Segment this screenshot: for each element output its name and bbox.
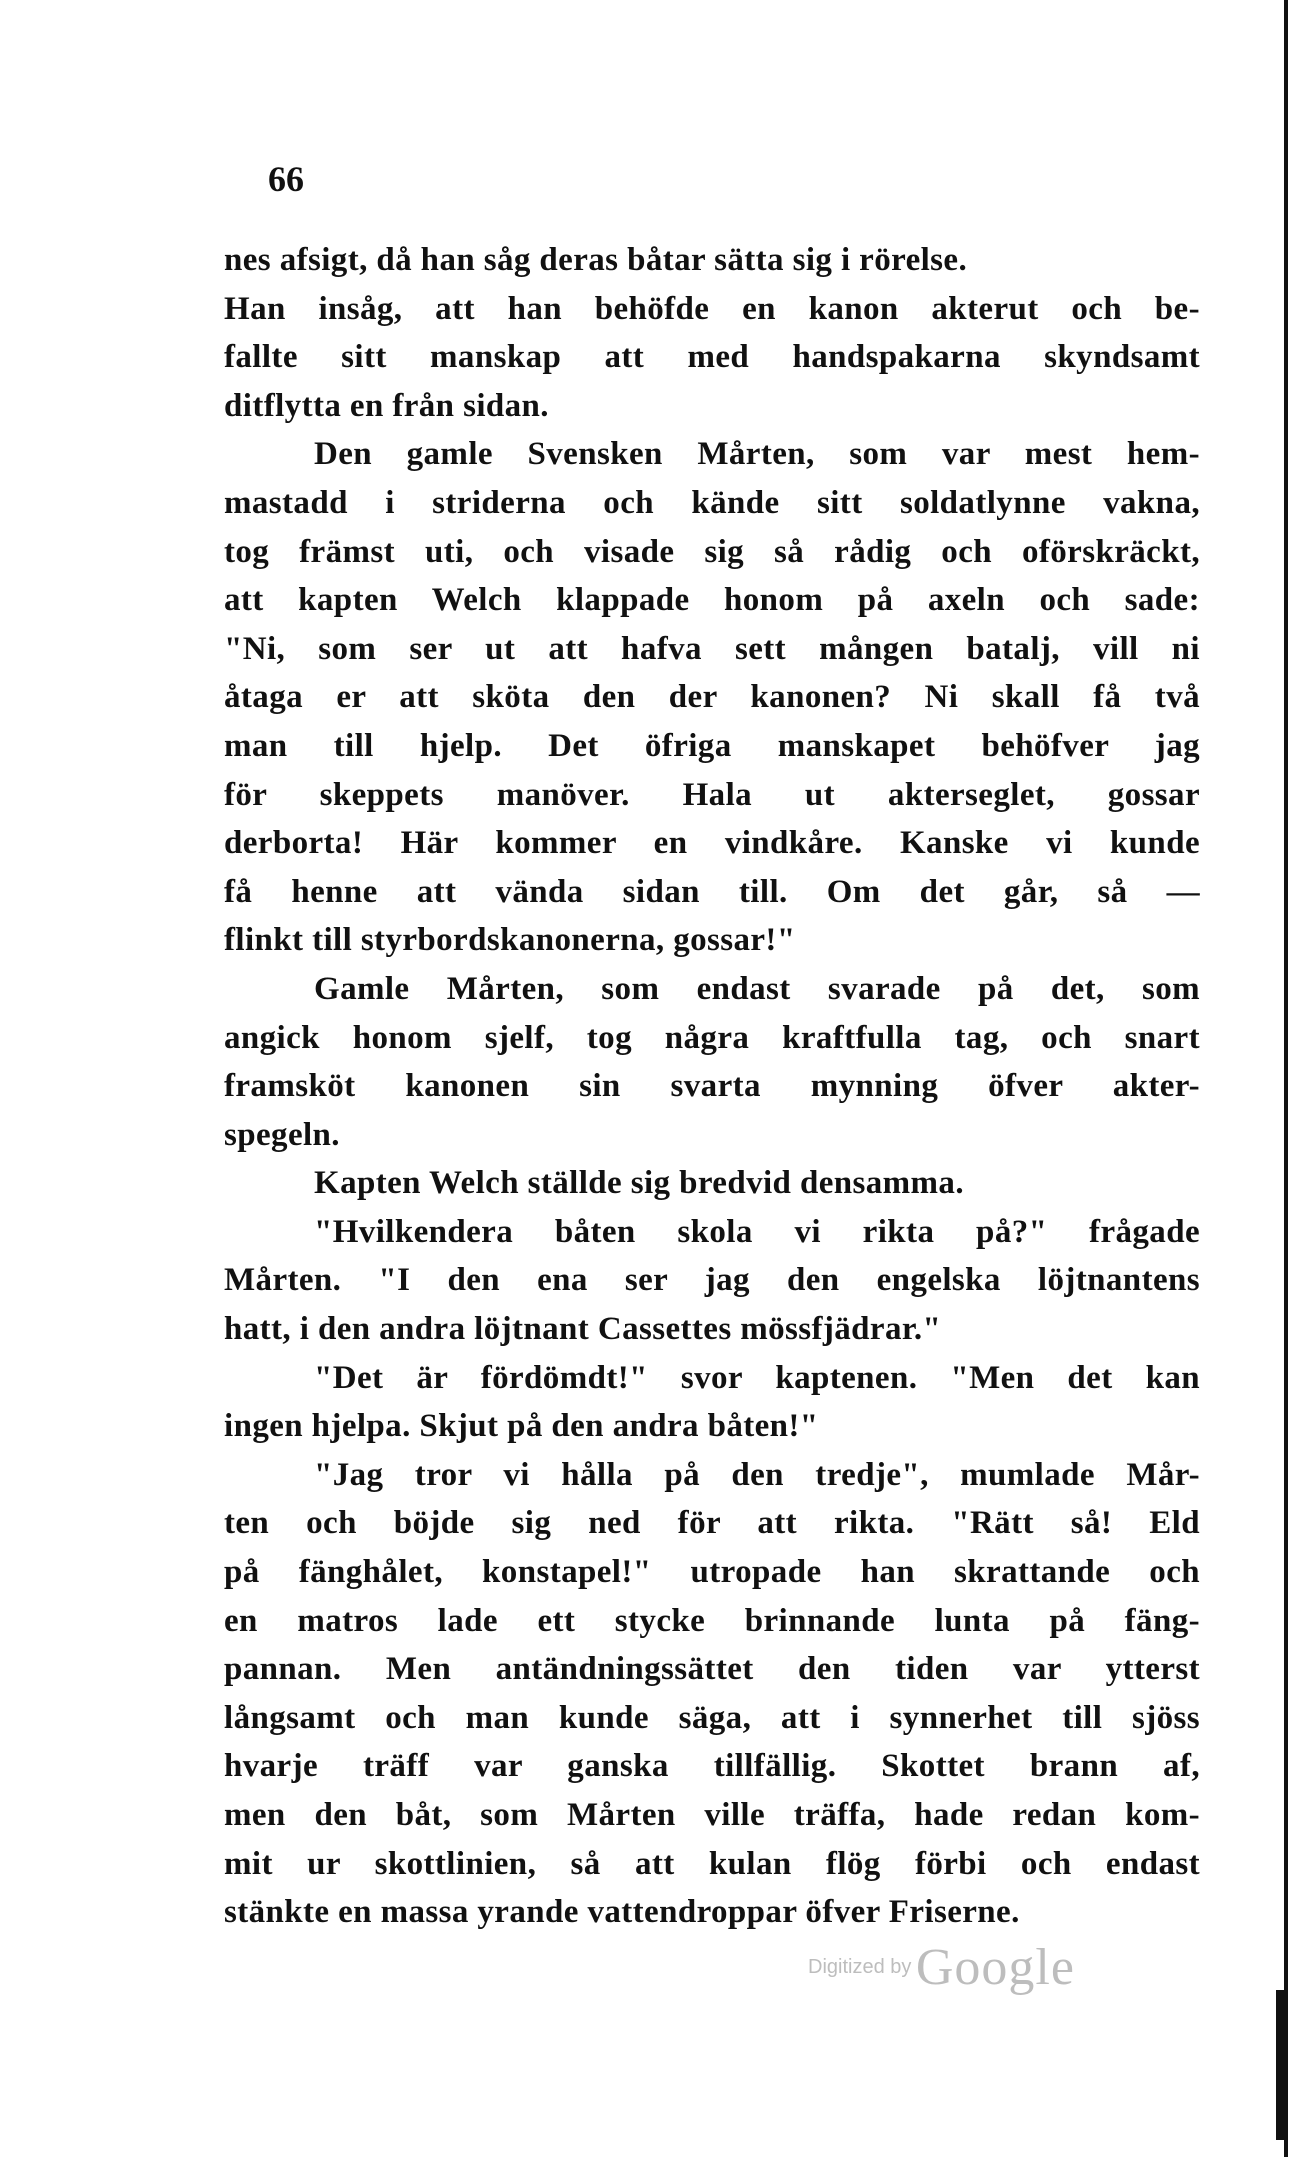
google-watermark [808,1938,1075,1997]
text-line: att kapten Welch klappade honom på axeln och sade: [224,582,1200,619]
text-line: "Ni, som ser ut att hafva sett mången batalj, vill ni [224,630,1200,667]
text-line: spegeln. [224,1116,340,1153]
page-edge [1284,0,1288,2157]
text-line: mit ur skottlinien, så att kulan flög förbi och endast [224,1845,1200,1882]
google-logo: Google [915,1939,1075,1996]
text-line: ten och böjde sig ned för att rikta. "Rätt så! Eld [224,1505,1200,1542]
text-line: mastadd i striderna och kände sitt soldatlynne vakna, [224,484,1200,521]
edge-mark [1276,1990,1286,2140]
text-line: angick honom sjelf, tog några kraftfulla tag, och snart [224,1019,1200,1056]
text-line: Den gamle Svensken Mårten, som var mest hem- [314,436,1200,473]
page-number: 66 [268,159,304,199]
text-line: pannan. Men antändningssättet den tiden var ytterst [224,1651,1200,1688]
text-line: derborta! Här kommer en vindkåre. Kanske vi kunde [224,825,1200,862]
text-line: hatt, i den andra löjtnant Cassettes mössfjädrar." [224,1311,942,1348]
text-line: "Hvilkendera båten skola vi rikta på?" frågade [314,1213,1200,1250]
text-line: Kapten Welch ställde sig bredvid densamma. [314,1165,964,1202]
text-line: på fänghålet, konstapel!" utropade han skrattande och [224,1554,1200,1591]
text-line: ingen hjelpa. Skjut på den andra båten!" [224,1408,819,1445]
text-line: framsköt kanonen sin svarta mynning öfver akter- [224,1068,1200,1105]
text-line: "Jag tror vi hålla på den tredje", mumlade Mår- [314,1456,1200,1493]
text-line: Han insåg, att han behöfde en kanon akterut och be- [224,290,1200,327]
text-line: men den båt, som Mårten ville träffa, hade redan kom- [224,1797,1200,1833]
text-line: Mårten. "I den ena ser jag den engelska löjtnantens [224,1262,1200,1299]
text-line: åtaga er att sköta den der kanonen? Ni skall få två [224,679,1200,716]
watermark-prefix: Digitized by [808,1956,912,1978]
text-line: "Det är fördömdt!" svor kaptenen. "Men det kan [314,1359,1200,1396]
text-line: Gamle Mårten, som endast svarade på det, som [314,970,1200,1007]
text-line: en matros lade ett stycke brinnande lunta på fäng- [224,1602,1200,1639]
page-text [224,236,1200,1937]
text-line: långsamt och man kunde säga, att i synnerhet till sjöss [224,1699,1200,1736]
text-line: stänkte en massa yrande vattendroppar öfver Friserne. [224,1894,1020,1931]
text-line: man till hjelp. Det öfriga manskapet behöfver jag [224,727,1200,764]
text-line: hvarje träff var ganska tillfällig. Skottet brann af, [224,1748,1200,1785]
text-line: för skeppets manöver. Hala ut akterseglet, gossar [224,776,1200,813]
text-line: få henne att vända sidan till. Om det går, så — [224,873,1200,910]
text-line: ditflytta en från sidan. [224,387,549,424]
text-line: flinkt till styrbordskanonerna, gossar!" [224,922,796,959]
text-line: tog främst uti, och visade sig så rådig och oförskräckt, [224,533,1200,570]
text-line: fallte sitt manskap att med handspakarna skyndsamt [224,339,1200,376]
text-line: nes afsigt, då han såg deras båtar sätta sig i rörelse. [224,242,968,278]
